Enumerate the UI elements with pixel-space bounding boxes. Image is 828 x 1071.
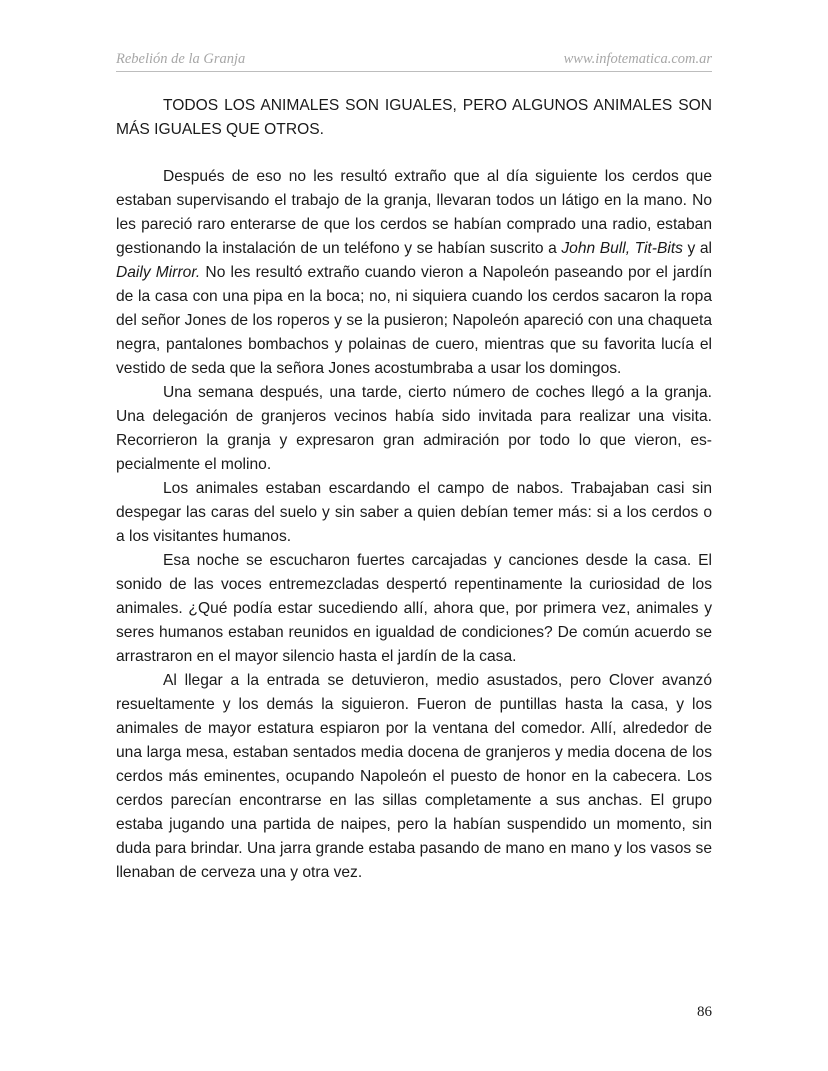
paragraph-1-text-a: Después de eso no les resultó extraño que al día siguiente los cerdos que estaban supervisando el trabajo de la granja, llevaran todos un látigo en la mano. No les pareció raro enterarse de que los cerdos se habían comprado una radio, estaban gestionando la instalación de un teléfono y se habían suscrito a	[116, 168, 712, 257]
paragraph-1	[116, 165, 712, 381]
page-body	[116, 94, 712, 885]
paragraph-5: Al llegar a la entrada se detuvieron, medio asustados, pero Clover avanzó resueltamente y los demás la siguieron. Fueron de puntillas hasta la casa, y los animales de mayor estatura espiaron por la ventana del comedor. Allí, alrededor de una larga mesa, estaban sentados media docena de granjeros y media docena de los cerdos más eminentes, ocupando Napoleón el puesto de honor en la cabecera. Los cerdos parecían encontrarse en las sillas completamente a sus anchas. El grupo estaba jugando una partida de naipes, pero la habían suspendido un momento, sin duda para brindar. Una jarra grande estaba pasando de mano en mano y los vasos se llenaban de cerveza una y otra vez.	[116, 672, 712, 881]
page-header	[116, 47, 712, 72]
spacer	[116, 142, 712, 165]
paragraph-1-text-b: y al	[682, 240, 712, 257]
paragraph-2: Una semana después, una tarde, cierto número de coches llegó a la granja. Una delegación de granjeros vecinos había sido invitada para realizar una visita. Recorrieron la granja y expresaron gran admiración por todo lo que vieron, especialmente el molino.	[116, 384, 712, 473]
paragraph-1-italic-1: John Bull, Tit-Bits	[561, 240, 683, 257]
paragraph-3: Los animales estaban escardando el campo de nabos. Trabajaban casi sin despegar las caras del suelo y sin saber a quien debían temer más: si a los cerdos o a los visitantes humanos.	[116, 480, 712, 545]
website-url: www.infotematica.com.ar	[563, 51, 712, 67]
paragraph-1-text-c: No les resultó extraño cuando vieron a Napoleón paseando por el jardín de la casa con una pipa en la boca; no, ni siquiera cuando los cerdos sacaron la ropa del señor Jones de los roperos y se la pusieron; Napoleón apareció con una chaqueta negra, pantalones bombachos y polainas de cuero, mientras que su favorita lucía el vestido de seda que la señora Jones acostumbraba a usar los domingos.	[116, 264, 712, 377]
page-number: 86	[697, 1004, 712, 1020]
paragraph-4: Esa noche se escucharon fuertes carcajadas y canciones desde la casa. El sonido de las voces entremezcladas despertó repentinamente la curiosidad de los animales. ¿Qué podía estar sucediendo allí, ahora que, por primera vez, animales y seres humanos estaban reunidos en igualdad de condiciones? De común acuerdo se arrastraron en el mayor silencio hasta el jardín de la casa.	[116, 552, 712, 665]
book-title: Rebelión de la Granja	[116, 51, 246, 67]
paragraph-1-italic-2: Daily Mirror.	[116, 264, 201, 281]
section-heading: TODOS LOS ANIMALES SON IGUALES, PERO ALGUNOS ANIMALES SON MÁS IGUALES QUE OTROS.	[116, 97, 712, 138]
